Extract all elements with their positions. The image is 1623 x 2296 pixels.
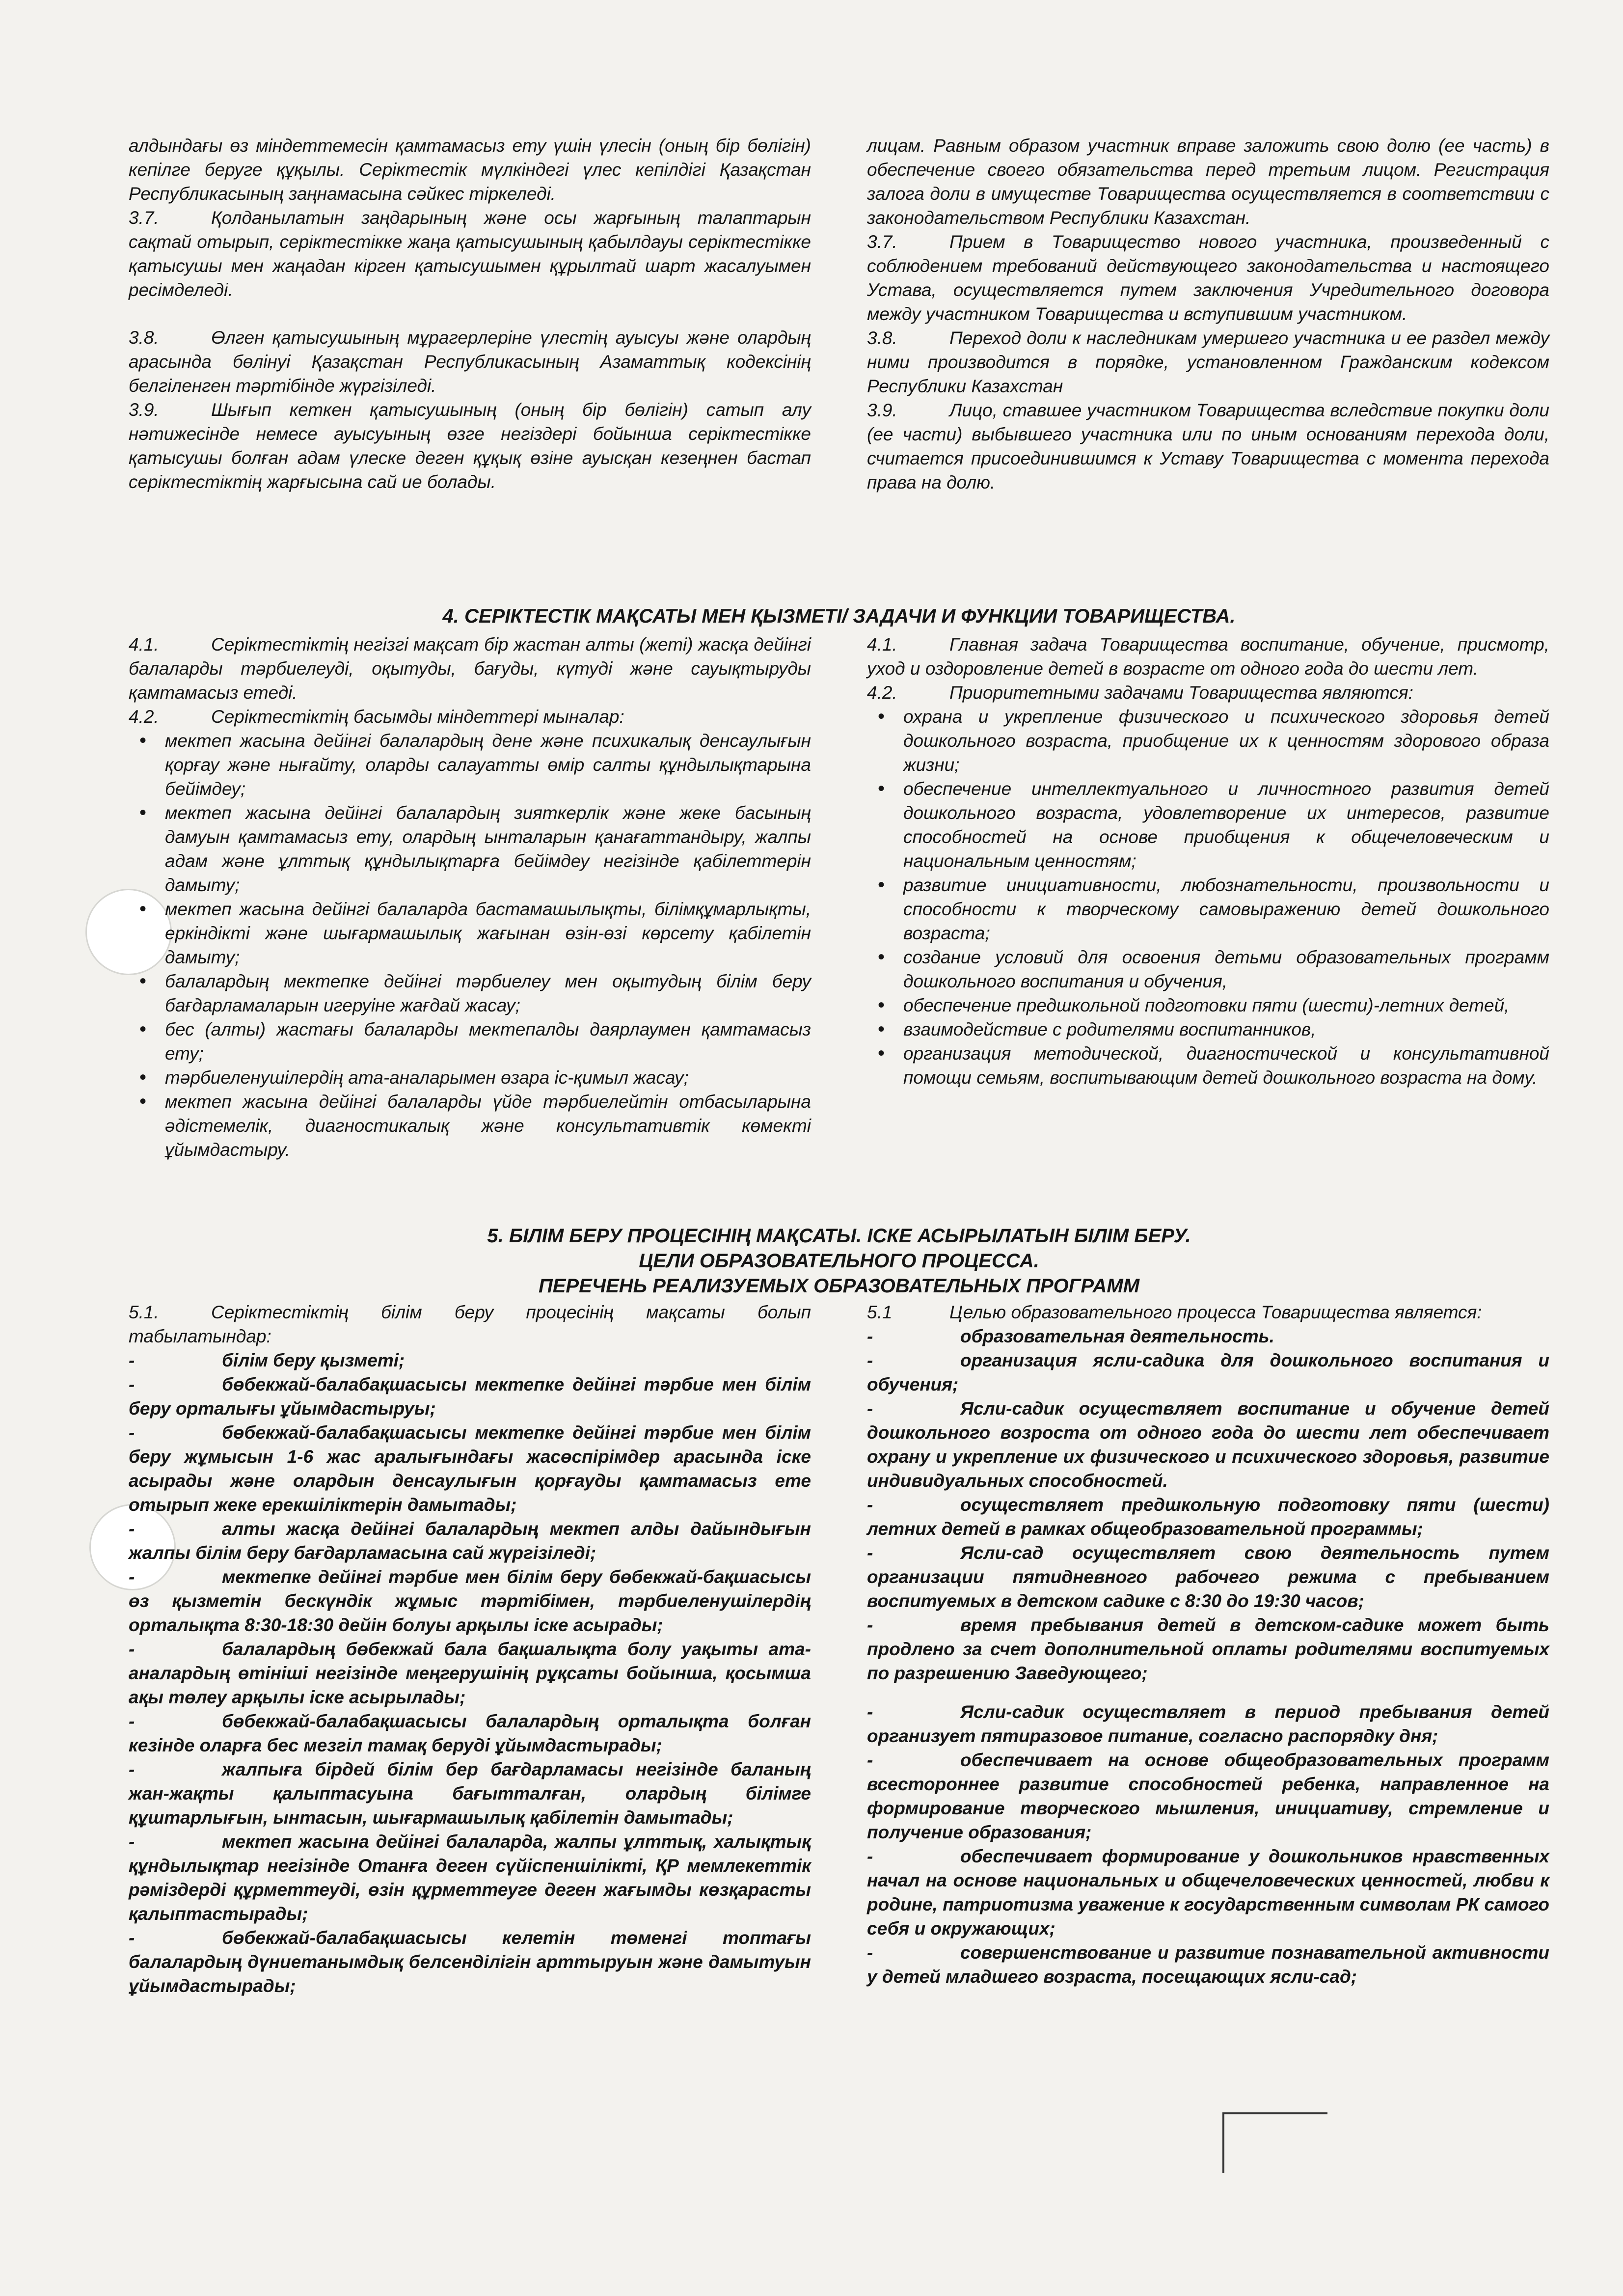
- kz-p51: 5.1. Серіктестіктің білім беру процесінің мақсаты болып табылатындар:: [129, 1302, 811, 1346]
- list-item: - организация ясли-садика для дошкольного воспитания и обучения;: [867, 1350, 1549, 1394]
- ru-p51: 5.1 Целью образовательного процесса Товарищества является:: [867, 1302, 1482, 1322]
- section3-kazakh: [129, 134, 811, 494]
- ru-p36-continued: лицам. Равным образом участник вправе заложить свою долю (ее часть) в обеспечение своего обязательства перед третьим лицом. Регистрация залога доли в имуществе Товарищества осуществляется в соответствии с законодательством Республики Казахстан.: [867, 136, 1549, 228]
- section3-russian: [867, 134, 1549, 494]
- list-item: - осуществляет предшкольную подготовку пяти (шести) летних детей в рамках общеобразовательной программы;: [867, 1495, 1549, 1539]
- list-item: • мектеп жасына дейінгі балаларды үйде тәрбиелейтін отбасыларына әдістемелік, диагностикалық және консультативтік көмекті ұйымдастыру.: [129, 1090, 811, 1162]
- list-item: - обеспечивает формирование у дошкольников нравственных начал на основе национальных и общечеловеческих ценностей, любви к родине, патриотизма уважение к государственным символам РК самого себя и окружающих;: [867, 1846, 1549, 1939]
- section4-kazakh: [129, 632, 811, 1162]
- kz-p41: 4.1. Серіктестіктің негізгі мақсат бір жастан алты (жеті) жасқа дейінгі балаларды тәрбиелеуді, оқытуды, бағуды, күтуді және сауықтыруды қамтамасыз етеді.: [129, 634, 811, 703]
- ru-p42: 4.2. Приоритетными задачами Товарищества являются:: [867, 683, 1413, 703]
- list-item: • обеспечение предшкольной подготовки пяти (шести)-летних детей,: [867, 993, 1549, 1017]
- ru-p38: 3.8. Переход доли к наследникам умершего участника и ее раздел между ними производится в порядке, установленном Гражданским кодексом Республики Казахстан: [867, 328, 1549, 396]
- ru-p37: 3.7. Прием в Товарищество нового участника, произведенный с соблюдением требований действующего законодательства и настоящего Устава, осуществляется путем заключения Учредительного договора между участником Товарищества и вступившим участником.: [867, 232, 1549, 324]
- list-item: • взаимодействие с родителями воспитанников,: [867, 1017, 1549, 1041]
- list-item: - совершенствование и развитие познавательной активности у детей младшего возраста, посещающих ясли-сад;: [867, 1942, 1549, 1987]
- list-item: • обеспечение интеллектуального и личностного развития детей дошкольного возраста, удовлетворение их интересов, развитие способностей на основе приобщения к общечеловеческим и национальным ценностям;: [867, 777, 1549, 873]
- list-item: - бөбекжай-балабақшасысы келетін төменгі топтағы балалардың дүниетанымдық белсенділігін арттыруын және дамытуын ұйымдастырады;: [129, 1928, 811, 1996]
- list-item: - Ясли-садик осуществляет в период пребывания детей организует пятиразовое питание, согласно распорядку дня;: [867, 1702, 1549, 1746]
- kz-p37: 3.7. Қолданылатын заңдарының және осы жарғының талаптарын сақтай отырып, серіктестікке жаңа қатысушының қабылдауы серіктестікке қатысушы мен жаңадан кірген қатысушымен құрылтай шарт жасалуымен ресімделеді.: [129, 208, 811, 300]
- list-item: • создание условий для освоения детьми образовательных программ дошкольного воспитания и обучения,: [867, 945, 1549, 993]
- list-item: • охрана и укрепление физического и психического здоровья детей дошкольного возраста, приобщение их к ценностям здорового образа жизни;: [867, 705, 1549, 777]
- list-item: • тәрбиеленушілердің ата-аналарымен өзара іс-қимыл жасау;: [129, 1066, 811, 1090]
- list-item: - Ясли-садик осуществляет воспитание и обучение детей дошкольного возроста от одного года до шести лет обеспечивает охрану и укрепление их физического и психического здоровья, развитие индивидуальных способностей.: [867, 1398, 1549, 1491]
- section5-russian: [867, 1300, 1549, 1989]
- list-item: - алты жасқа дейінгі балалардың мектеп алды дайындығын жалпы білім беру бағдарламасына сай жүргізіледі;: [129, 1519, 811, 1563]
- list-item: - бөбекжай-балабақшасысы мектепке дейінгі тәрбие мен білім беру орталығы ұйымдастыруы;: [129, 1374, 811, 1419]
- stamp-mark: [1222, 2112, 1327, 2173]
- list-item: - Ясли-сад осуществляет свою деятельность путем организации пятидневного рабочего режима с пребыванием воспитуемых в детском садике с 8:30 до 19:30 часов;: [867, 1543, 1549, 1611]
- list-item: - мектепке дейінгі тәрбие мен білім беру бөбекжай-бақшасысы өз қызметін бескүндік жұмыс тәртібімен, тәрбиеленушілердің орталықта 8:30-18:30 дейін болуы арқылы іске асырады;: [129, 1567, 811, 1635]
- list-item: • развитие инициативности, любознательности, произвольности и способности к творческому самовыражению детей дошкольного возраста;: [867, 873, 1549, 945]
- list-item: • бес (алты) жастағы балаларды мектепалды даярлаумен қамтамасыз ету;: [129, 1017, 811, 1066]
- list-item: - бөбекжай-балабақшасысы балалардың орталықта болған кезінде оларға бес мезгіл тамақ беруді ұйымдастырады;: [129, 1711, 811, 1755]
- list-item: • балалардың мектепке дейінгі тәрбиелеу мен оқытудың білім беру бағдарламаларын игеруіне жағдай жасау;: [129, 969, 811, 1017]
- list-item: - жалпыға бірдей білім бер бағдарламасы негізінде баланың жан-жақты қалыптасуына бағытталған, олардың білімге құштарлығын, ынтасын, шығармашылық қабілетін дамытады;: [129, 1759, 811, 1828]
- kz-p39: 3.9. Шығып кеткен қатысушының (оның бір бөлігін) сатып алу нәтижесінде немесе ауысуының өзге негіздері бойынша серіктестікке қатысушы болған адам үлеске деген құқық өзіне ауысқан кезеңнен бастап серіктестіктің жарғысына сай ие болады.: [129, 400, 811, 492]
- list-item: • мектеп жасына дейінгі балалардың зияткерлік және жеке басының дамуын қамтамасыз ету, олардың ынталарын қанағаттандыру, жалпы адам және ұлттық құндылықтарға бейімдеу негізінде қабілеттерін дамыту;: [129, 801, 811, 897]
- kz-p36-continued: алдындағы өз міндеттемесін қамтамасыз ету үшін үлесін (оның бір бөлігін) кепілге беруге құқылы. Серіктестік мүлкіндегі үлес кепілдігі Қазақстан Республикасының заңнамасына сәйкес тіркеледі.: [129, 136, 811, 204]
- kz-p38: 3.8. Өлген қатысушының мұрагерлеріне үлестің ауысуы және олардың арасында бөлінуі Қазақстан Республикасының Азаматтық кодексінің белгіленген тәртібінде жүргізіледі.: [129, 328, 811, 396]
- section5-heading-kz: 5. БІЛІМ БЕРУ ПРОЦЕСІНІҢ МАҚСАТЫ. ІСКЕ АСЫРЫЛАТЫН БІЛІМ БЕРУ.: [487, 1225, 1191, 1247]
- ru-priority-list: [867, 705, 1549, 1090]
- list-item: - образовательная деятельность.: [867, 1326, 1274, 1346]
- kz-p42: 4.2. Серіктестіктің басымды міндеттері мыналар:: [129, 707, 624, 727]
- kz-priority-list: [129, 729, 811, 1162]
- ru-p41: 4.1. Главная задача Товарищества воспитание, обучение, присмотр, уход и оздоровление детей в возрасте от одного года до шести лет.: [867, 634, 1549, 679]
- list-item: • организация методической, диагностической и консультативной помощи семьям, воспитывающим детей дошкольного возраста на дому.: [867, 1041, 1549, 1090]
- section5-heading-programs: ПЕРЕЧЕНЬ РЕАЛИЗУЕМЫХ ОБРАЗОВАТЕЛЬНЫХ ПРОГРАММ: [538, 1275, 1140, 1297]
- list-item: - бөбекжай-балабақшасысы мектепке дейінгі тәрбие мен білім беру жұмысын 1-6 жас аралығындағы жасөспірімдер арасында іске асырады және олардын денсаулығын қорғауды қамтамасыз ете отырып жеке ерекшіліктерін дамытады;: [129, 1422, 811, 1515]
- section4-heading: 4. СЕРІКТЕСТІК МАҚСАТЫ МЕН ҚЫЗМЕТІ/ ЗАДАЧИ И ФУНКЦИИ ТОВАРИЩЕСТВА.: [442, 605, 1236, 627]
- list-item: - мектеп жасына дейінгі балаларда, жалпы ұлттық, халықтық құндылықтар негізінде Отанға деген сүйіспеншілікті, ҚР мемлекеттік рәміздерді құрметтеуді, өзін құрметтеуге деген жағымды көзқарасты қалыптастырады;: [129, 1831, 811, 1924]
- section4-russian: [867, 632, 1549, 1090]
- ru-p39: 3.9. Лицо, ставшее участником Товарищества вследствие покупки доли (ее части) выбывшего участника или по иным основаниям перехода доли, считается присоединившимся к Уставу Товарищества с момента перехода права на долю.: [867, 400, 1549, 492]
- section5-heading-ru: ЦЕЛИ ОБРАЗОВАТЕЛЬНОГО ПРОЦЕССА.: [639, 1250, 1039, 1272]
- list-item: - білім беру қызметі;: [129, 1350, 405, 1370]
- list-item: - обеспечивает на основе общеобразовательных программ всестороннее развитие способностей ребенка, направленное на формирование творческого мышления, инициативу, стремление и получение образования;: [867, 1750, 1549, 1842]
- list-item: - время пребывания детей в детском-садике может быть продлено за счет дополнительной оплаты родителями воспитуемых по разрешению Заведующего;: [867, 1615, 1549, 1683]
- list-item: • мектеп жасына дейінгі балалардың дене және психикалық денсаулығын қорғау және нығайту, оларды салауатты өмір салты құндылықтарына бейімдеу;: [129, 729, 811, 801]
- list-item: - балалардың бөбекжай бала бақшалықта болу уақыты ата-аналардың өтініші негізінде меңгерушінің рұқсаты бойынша, қосымша ақы төлеу арқылы іске асырылады;: [129, 1639, 811, 1707]
- section5-kazakh: [129, 1300, 811, 1998]
- list-item: • мектеп жасына дейінгі балаларда бастамашылықты, білімқұмарлықты, еркіндікті және шығармашылық жағынан өзін-өзі көрсету қабілетін дамыту;: [129, 897, 811, 969]
